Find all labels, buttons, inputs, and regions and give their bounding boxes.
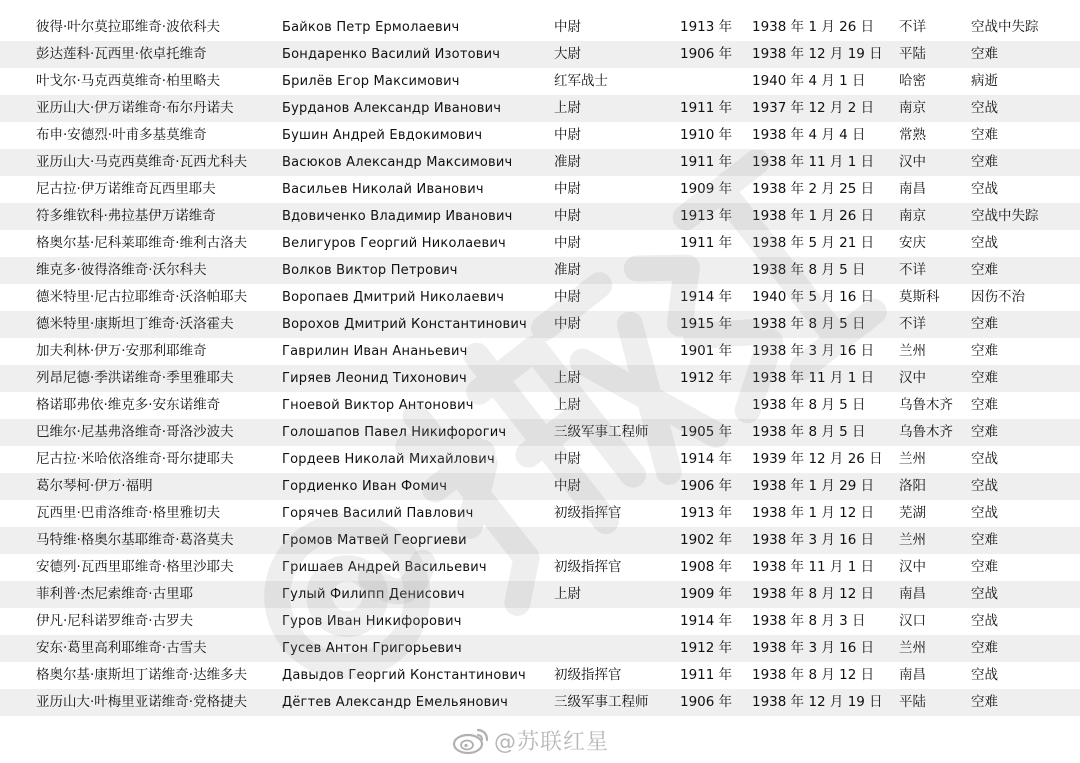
cell-birth-year: 1909 年 [680,181,733,197]
cell-cause: 空战 [971,235,998,251]
cell-rank: 初级指挥官 [554,505,622,521]
cell-death-date: 1938 年 1 月 12 日 [752,505,875,521]
cell-name-ru: Брилёв Егор Максимович [282,74,460,89]
cell-rank: 准尉 [554,262,581,278]
table-row [0,41,1080,68]
table-row [0,500,1080,527]
cell-birth-year: 1914 年 [680,451,733,467]
cell-name-ru: Дёгтев Александр Емельянович [282,695,509,710]
cell-name-ru: Гордеев Николай Михайлович [282,452,495,467]
cell-place: 洛阳 [899,478,926,494]
cell-rank: 初级指挥官 [554,559,622,575]
cell-place: 汉口 [899,613,926,629]
cell-death-date: 1938 年 3 月 16 日 [752,532,875,548]
cell-death-date: 1938 年 12 月 19 日 [752,694,883,710]
cell-place: 汉中 [899,559,926,575]
cell-name-zh: 德米特里·康斯坦丁维奇·沃洛霍夫 [36,316,234,332]
cell-death-date: 1939 年 12 月 26 日 [752,451,883,467]
cell-name-zh: 菲利普·杰尼索维奇·古里耶 [36,586,194,602]
cell-place: 兰州 [899,451,926,467]
table-row [0,635,1080,662]
cell-birth-year: 1915 年 [680,316,733,332]
cell-cause: 空难 [971,370,998,386]
cell-place: 汉中 [899,370,926,386]
cell-name-zh: 亚历山大·伊万诺维奇·布尔丹诺夫 [36,100,234,116]
cell-rank: 上尉 [554,370,581,386]
table-row [0,311,1080,338]
cell-birth-year: 1909 年 [680,586,733,602]
cell-name-zh: 加夫利林·伊万·安那利耶维奇 [36,343,207,359]
cell-name-ru: Гиряев Леонид Тихонович [282,371,467,386]
cell-name-zh: 格奥尔基·尼科莱耶维奇·维利古洛夫 [36,235,248,251]
cell-birth-year: 1911 年 [680,100,733,116]
cell-name-ru: Давыдов Георгий Константинович [282,668,526,683]
cell-name-ru: Гулый Филипп Денисович [282,587,465,602]
table-row [0,95,1080,122]
cell-cause: 空难 [971,640,998,656]
cell-cause: 空难 [971,532,998,548]
cell-name-zh: 安东·葛里高利耶维奇·古雪夫 [36,640,207,656]
cell-cause: 空战 [971,667,998,683]
cell-rank: 大尉 [554,46,581,62]
cell-name-ru: Бондаренко Василий Изотович [282,47,501,62]
cell-rank: 三级军事工程师 [554,694,649,710]
cell-death-date: 1938 年 3 月 16 日 [752,343,875,359]
cell-death-date: 1940 年 4 月 1 日 [752,73,866,89]
cell-name-zh: 安德列·瓦西里耶维奇·格里沙耶夫 [36,559,234,575]
cell-name-zh: 列昂尼德·季洪诺维奇·季里雅耶夫 [36,370,234,386]
cell-name-ru: Гуров Иван Никифорович [282,614,462,629]
cell-cause: 空难 [971,46,998,62]
cell-name-ru: Гусев Антон Григорьевич [282,641,462,656]
cell-death-date: 1938 年 8 月 12 日 [752,667,875,683]
cell-cause: 空难 [971,397,998,413]
cell-name-zh: 马特维·格奥尔基耶维奇·葛洛莫夫 [36,532,234,548]
cell-cause: 空战中失踪 [971,19,1039,35]
cell-cause: 空战 [971,478,998,494]
cell-cause: 空战 [971,100,998,116]
cell-name-zh: 德米特里·尼古拉耶维奇·沃洛帕耶夫 [36,289,248,305]
cell-death-date: 1938 年 2 月 25 日 [752,181,875,197]
cell-birth-year: 1914 年 [680,613,733,629]
table-row [0,149,1080,176]
cell-cause: 因伤不治 [971,289,1025,305]
cell-birth-year [680,392,746,419]
table-row [0,338,1080,365]
cell-rank: 上尉 [554,100,581,116]
cell-cause: 空战 [971,451,998,467]
cell-name-ru: Бурданов Александр Иванович [282,101,502,116]
cell-place: 乌鲁木齐 [899,424,953,440]
cell-name-zh: 彼得·叶尔莫拉耶维奇·波依科夫 [36,19,221,35]
cell-birth-year: 1911 年 [680,667,733,683]
cell-cause: 空难 [971,559,998,575]
cell-birth-year: 1913 年 [680,19,733,35]
cell-birth-year: 1905 年 [680,424,733,440]
cell-place: 南昌 [899,181,926,197]
cell-name-ru: Волков Виктор Петрович [282,263,458,278]
cell-name-zh: 彭达莲科·瓦西里·依卓托维奇 [36,46,207,62]
cell-rank: 中尉 [554,181,581,197]
cell-rank: 中尉 [554,289,581,305]
cell-name-zh: 格奥尔基·康斯坦丁诺维奇·达维多夫 [36,667,248,683]
cell-death-date: 1938 年 8 月 5 日 [752,262,866,278]
cell-name-ru: Васильев Николай Иванович [282,182,484,197]
cell-death-date: 1940 年 5 月 16 日 [752,289,875,305]
cell-name-ru: Громов Матвей Георгиеви [282,533,467,548]
table-row [0,230,1080,257]
cell-death-date: 1938 年 3 月 16 日 [752,640,875,656]
cell-death-date: 1938 年 4 月 4 日 [752,127,866,143]
cell-birth-year: 1906 年 [680,46,733,62]
cell-cause: 空难 [971,343,998,359]
cell-place: 莫斯科 [899,289,940,305]
cell-name-ru: Байков Петр Ермолаевич [282,20,460,35]
cell-name-zh: 维克多·彼得洛维奇·沃尔科夫 [36,262,207,278]
cell-place: 芜湖 [899,505,926,521]
table-row [0,392,1080,419]
cell-place: 不详 [899,19,926,35]
watermark-text: @苏联红星 [494,729,610,755]
cell-place: 南京 [899,208,926,224]
cell-cause: 空战 [971,613,998,629]
cell-birth-year: 1906 年 [680,694,733,710]
cell-name-zh: 格诺耶弗依·维克多·安东诺维奇 [36,397,221,413]
table-row [0,608,1080,635]
cell-rank: 上尉 [554,586,581,602]
cell-rank: 初级指挥官 [554,667,622,683]
cell-cause: 空难 [971,262,998,278]
cell-place: 哈密 [899,73,926,89]
cell-name-zh: 伊凡·尼科诺罗维奇·古罗夫 [36,613,194,629]
cell-rank [554,635,674,662]
table-row [0,581,1080,608]
cell-cause: 空战 [971,181,998,197]
cell-name-ru: Гаврилин Иван Ананьевич [282,344,468,359]
cell-death-date: 1938 年 8 月 5 日 [752,316,866,332]
cell-death-date: 1938 年 11 月 1 日 [752,154,875,170]
cell-name-zh: 亚历山大·叶梅里亚诺维奇·党格捷夫 [36,694,248,710]
cell-birth-year: 1908 年 [680,559,733,575]
table-row [0,14,1080,41]
table-row [0,68,1080,95]
cell-name-ru: Бушин Андрей Евдокимович [282,128,483,143]
cell-cause: 空难 [971,424,998,440]
cell-name-ru: Гноевой Виктор Антонович [282,398,474,413]
cell-place: 安庆 [899,235,926,251]
cell-name-zh: 符多维钦科·弗拉基伊万诺维奇 [36,208,216,224]
cell-name-zh: 尼古拉·米哈依洛维奇·哥尔捷耶夫 [36,451,234,467]
cell-name-ru: Ворохов Дмитрий Константинович [282,317,527,332]
cell-place: 常熟 [899,127,926,143]
cell-name-zh: 巴维尔·尼基弗洛维奇·哥洛沙波夫 [36,424,234,440]
cell-name-ru: Горячев Василий Павлович [282,506,474,521]
cell-birth-year: 1902 年 [680,532,733,548]
cell-rank: 中尉 [554,235,581,251]
table-row [0,176,1080,203]
cell-rank [554,338,674,365]
cell-name-zh: 尼古拉·伊万诺维奇瓦西里耶夫 [36,181,216,197]
cell-death-date: 1938 年 11 月 1 日 [752,559,875,575]
cell-place: 乌鲁木齐 [899,397,953,413]
cell-name-zh: 亚历山大·马克西莫维奇·瓦西尤科夫 [36,154,248,170]
cell-birth-year: 1911 年 [680,235,733,251]
cell-rank [554,527,674,554]
cell-rank: 中尉 [554,316,581,332]
cell-birth-year [680,257,746,284]
cell-birth-year: 1913 年 [680,505,733,521]
cell-cause: 空战 [971,505,998,521]
cell-cause: 病逝 [971,73,998,89]
table-row [0,689,1080,716]
table-row [0,419,1080,446]
cell-place: 南京 [899,100,926,116]
cell-death-date: 1938 年 12 月 19 日 [752,46,883,62]
cell-place: 南昌 [899,586,926,602]
cell-birth-year: 1914 年 [680,289,733,305]
cell-name-ru: Воропаев Дмитрий Николаевич [282,290,505,305]
cell-rank: 中尉 [554,451,581,467]
cell-name-zh: 叶戈尔·马克西莫维奇·柏里略夫 [36,73,221,89]
cell-death-date: 1938 年 11 月 1 日 [752,370,875,386]
cell-cause: 空战 [971,586,998,602]
cell-place: 汉中 [899,154,926,170]
cell-cause: 空难 [971,127,998,143]
cell-rank: 三级军事工程师 [554,424,649,440]
cell-rank: 中尉 [554,19,581,35]
table-row [0,365,1080,392]
cell-death-date: 1937 年 12 月 2 日 [752,100,875,116]
cell-birth-year: 1901 年 [680,343,733,359]
cell-birth-year: 1906 年 [680,478,733,494]
cell-name-ru: Голошапов Павел Никифорогич [282,425,507,440]
cell-death-date: 1938 年 1 月 29 日 [752,478,875,494]
cell-birth-year: 1913 年 [680,208,733,224]
weibo-logo-icon [452,725,490,755]
cell-death-date: 1938 年 5 月 21 日 [752,235,875,251]
table-row [0,284,1080,311]
cell-rank: 上尉 [554,397,581,413]
cell-birth-year: 1911 年 [680,154,733,170]
cell-name-ru: Гришаев Андрей Васильевич [282,560,487,575]
cell-birth-year: 1912 年 [680,370,733,386]
cell-name-ru: Вдовиченко Владимир Иванович [282,209,513,224]
cell-rank [554,608,674,635]
table-row [0,122,1080,149]
table-row [0,473,1080,500]
cell-place: 平陆 [899,46,926,62]
cell-place: 兰州 [899,343,926,359]
cell-name-zh: 葛尔琴柯·伊万·福明 [36,478,153,494]
cell-cause: 空难 [971,154,998,170]
cell-cause: 空战中失踪 [971,208,1039,224]
cell-rank: 准尉 [554,154,581,170]
cell-place: 平陆 [899,694,926,710]
cell-place: 不详 [899,262,926,278]
cell-death-date: 1938 年 8 月 3 日 [752,613,866,629]
cell-birth-year: 1910 年 [680,127,733,143]
cell-name-ru: Васюков Александр Максимович [282,155,513,170]
cell-death-date: 1938 年 8 月 5 日 [752,397,866,413]
cell-place: 兰州 [899,532,926,548]
cell-cause: 空难 [971,316,998,332]
cell-place: 不详 [899,316,926,332]
cell-death-date: 1938 年 1 月 26 日 [752,19,875,35]
cell-name-ru: Велигуров Георгий Николаевич [282,236,506,251]
cell-rank: 红军战士 [554,73,608,89]
cell-name-zh: 布申·安德烈·叶甫多基莫维奇 [36,127,207,143]
cell-death-date: 1938 年 8 月 12 日 [752,586,875,602]
cell-name-zh: 瓦西里·巴甫洛维奇·格里雅切夫 [36,505,221,521]
table-row [0,203,1080,230]
cell-death-date: 1938 年 1 月 26 日 [752,208,875,224]
table-row [0,554,1080,581]
cell-place: 南昌 [899,667,926,683]
cell-death-date: 1938 年 8 月 5 日 [752,424,866,440]
cell-name-ru: Гордиенко Иван Фомич [282,479,448,494]
cell-cause: 空难 [971,694,998,710]
cell-rank: 中尉 [554,208,581,224]
cell-birth-year [680,68,746,95]
table-row [0,446,1080,473]
cell-birth-year: 1912 年 [680,640,733,656]
cell-place: 兰州 [899,640,926,656]
table-row [0,662,1080,689]
watermark-footer [452,724,609,756]
table-row [0,527,1080,554]
cell-rank: 中尉 [554,478,581,494]
cell-rank: 中尉 [554,127,581,143]
table-row [0,257,1080,284]
